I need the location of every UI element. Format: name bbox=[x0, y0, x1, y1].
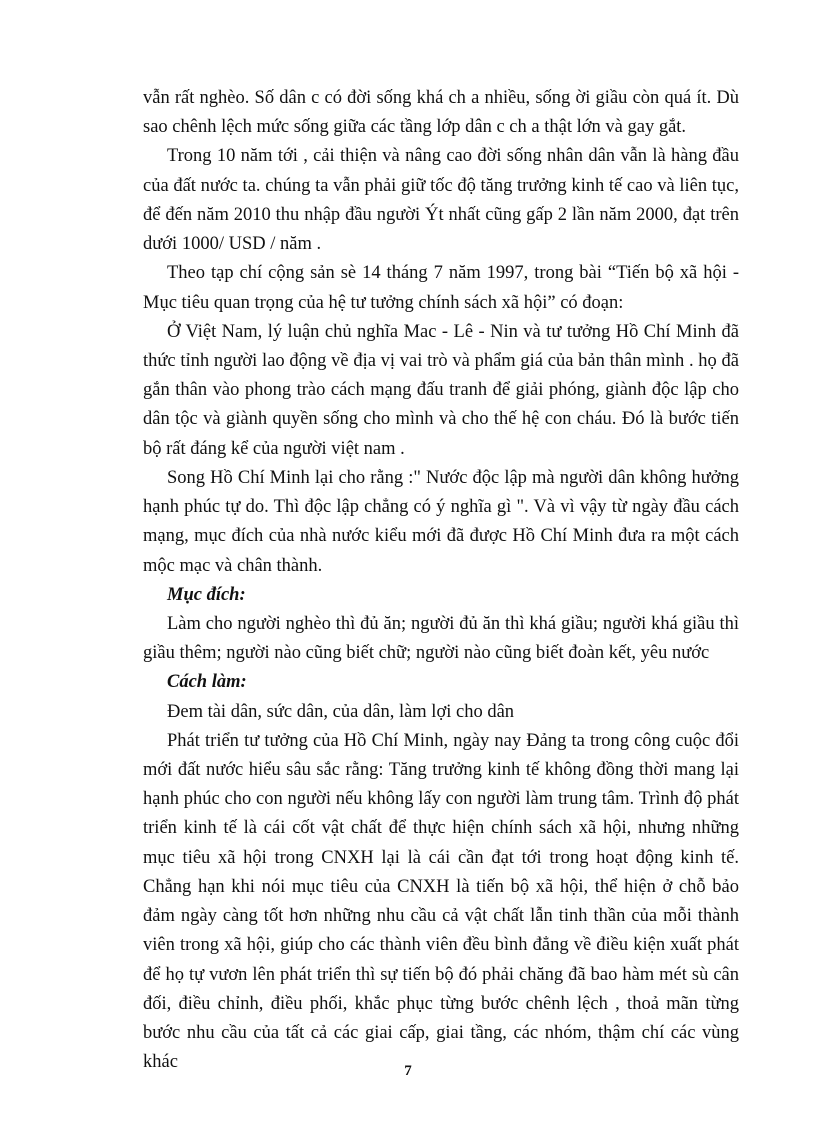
paragraph-1: vẫn rất nghèo. Số dân c có đời sống khá ch a nhiều, sống ời giầu còn quá ít. Dù sao chênh lệch mức sống giữa các tầng lớp dân c ch a thật lớn và gay gắt. bbox=[143, 88, 739, 138]
paragraph-2: Trong 10 năm tới , cải thiện và nâng cao đời sống nhân dân vẫn là hàng đầu của đất nước ta. chúng ta vẫn phải giữ tốc độ tăng trưởng kinh tế cao và liên tục, để đến năm 2010 thu nhập đầu người Ýt nhất cũng gấp 2 lần năm 2000, đạt trên dưới 1000/ USD / năm . bbox=[143, 146, 739, 255]
paragraph-4: Ở Việt Nam, lý luận chủ nghĩa Mac - Lê - Nin và tư tưởng Hồ Chí Minh đã thức tỉnh người lao động về địa vị vai trò và phẩm giá của bản thân mình . họ đã gắn thân vào phong trào cách mạng đấu tranh để giải phóng, giành độc lập cho dân tộc và giành quyền sống cho mình và cho thế hệ con cháu. Đó là bước tiến bộ rất đáng kể của người việt nam . bbox=[143, 321, 739, 459]
paragraph-5: Song Hồ Chí Minh lại cho rằng :" Nước độc lập mà người dân không hưởng hạnh phúc tự do. Thì độc lập chẳng có ý nghĩa gì ". Và vì vậy từ ngày đầu cách mạng, mục đích của nhà nước kiểu mới đã được Hồ Chí Minh đưa ra một cách mộc mạc và chân thành. bbox=[143, 467, 739, 576]
page-number: 7 bbox=[404, 1063, 412, 1079]
page-body bbox=[143, 84, 739, 1077]
heading-purpose: Mục đích: bbox=[167, 584, 246, 605]
heading-method: Cách làm: bbox=[167, 672, 247, 693]
method-text: Đem tài dân, sức dân, của dân, làm lợi cho dân bbox=[167, 701, 515, 722]
purpose-text: Làm cho người nghèo thì đủ ăn; người đủ ăn thì khá giầu; người khá giầu thì giầu thêm; người nào cũng biết chữ; người nào cũng biết đoàn kết, yêu nước bbox=[143, 613, 739, 664]
paragraph-3: Theo tạp chí cộng sản sè 14 tháng 7 năm 1997, trong bài “Tiến bộ xã hội - Mục tiêu quan trọng của hệ tư tưởng chính sách xã hội” có đoạn: bbox=[143, 263, 739, 313]
final-paragraph: Phát triển tư tưởng của Hồ Chí Minh, ngày nay Đảng ta trong công cuộc đổi mới đất nước hiểu sâu sắc rằng: Tăng trưởng kinh tế không đồng thời mang lại hạnh phúc cho con người nếu không lấy con người làm trung tâm. Trình độ phát triển kinh tế là cái cốt vật chất để thực hiện chính sách xã hội, nhưng những mục tiêu xã hội trong CNXH lại là cái cần đạt tới trong hoạt động kinh tế. Chẳng hạn khi nói mục tiêu của CNXH là tiến bộ xã hội, thể hiện ở chỗ bảo đảm ngày càng tốt hơn những nhu cầu cả vật chất lẫn tinh thần của mỗi thành viên trong xã hội, giúp cho các thành viên đều bình đẳng về điều kiện xuất phát để họ tự vươn lên phát triển thì sự tiến bộ đó phải chăng đã bao hàm mét sù cân đối, điều chỉnh, điều phối, khắc phục từng bước chênh lệch , thoả mãn từng bước nhu cầu của tất cả các giai cấp, giai tầng, các nhóm, thậm chí các vùng khác bbox=[143, 730, 739, 1073]
